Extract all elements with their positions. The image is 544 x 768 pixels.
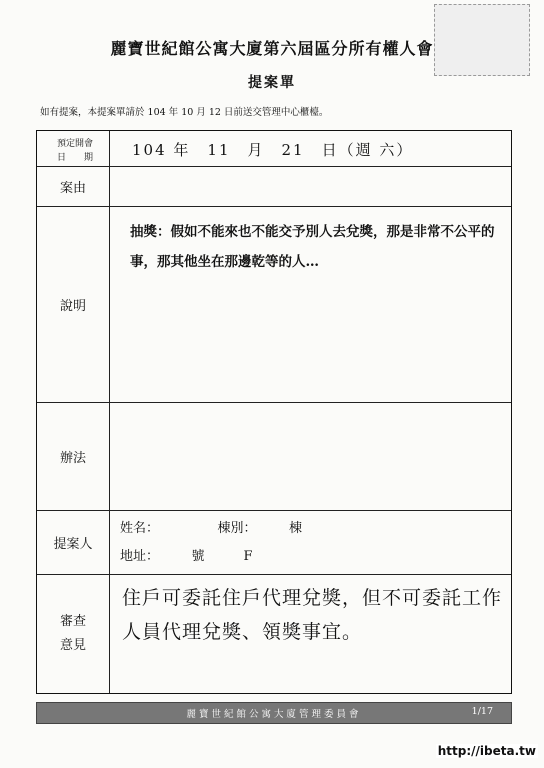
review-label-line1: 審查 — [59, 614, 86, 629]
submission-notice: 如有提案，本提案單請於 104 年 10 月 12 日前送交管理中心櫃檯。 — [40, 107, 329, 118]
method-label: 辦法 — [37, 403, 110, 510]
description-row — [37, 207, 511, 403]
review-label — [37, 575, 110, 693]
review-row — [37, 575, 511, 693]
date-row — [37, 131, 511, 167]
review-field[interactable] — [110, 575, 511, 693]
document-title: 麗寶世紀館公寓大廈第六屆區分所有權人會 — [110, 39, 434, 58]
method-field[interactable] — [110, 403, 511, 510]
subject-row — [37, 167, 511, 207]
proposer-address: 地址： 號 F — [120, 549, 253, 564]
date-label-cell — [37, 131, 110, 166]
date-label-line1: 預定開會 — [57, 139, 94, 149]
footer-bar — [36, 702, 512, 724]
description-text: 抽獎：假如不能來也不能交予別人去兌獎，那是非常不公平的事，那其他坐在那邊乾等的人… — [130, 224, 495, 270]
proposer-label: 提案人 — [37, 511, 110, 574]
method-row — [37, 403, 511, 511]
footer-page-number: 1/17 — [471, 706, 493, 717]
date-label-line2: 日 期 — [57, 153, 94, 163]
proposal-form — [36, 130, 512, 694]
description-field[interactable] — [110, 207, 511, 402]
document-subtitle: 提案單 — [248, 75, 296, 91]
date-value-cell[interactable] — [110, 131, 511, 166]
proposer-name-building: 姓名： 棟別： 棟 — [120, 521, 303, 536]
description-label: 說明 — [37, 207, 110, 402]
footer-committee: 麗寶世紀館公寓大廈管理委員會 — [186, 709, 362, 720]
review-opinion: 住戶可委託住戶代理兌獎，但不可委託工作人員代理兌獎、領獎事宜。 — [122, 587, 503, 643]
proposer-field[interactable] — [110, 511, 511, 574]
site-watermark: http://ibeta.tw — [437, 744, 536, 758]
subject-label: 案由 — [37, 167, 110, 206]
date-label — [57, 137, 93, 165]
review-label-line2: 意見 — [59, 638, 86, 653]
proposer-row — [37, 511, 511, 575]
subject-field[interactable] — [110, 167, 511, 206]
meeting-date: 104 年 11 月 21 日（週 六） — [132, 141, 414, 159]
